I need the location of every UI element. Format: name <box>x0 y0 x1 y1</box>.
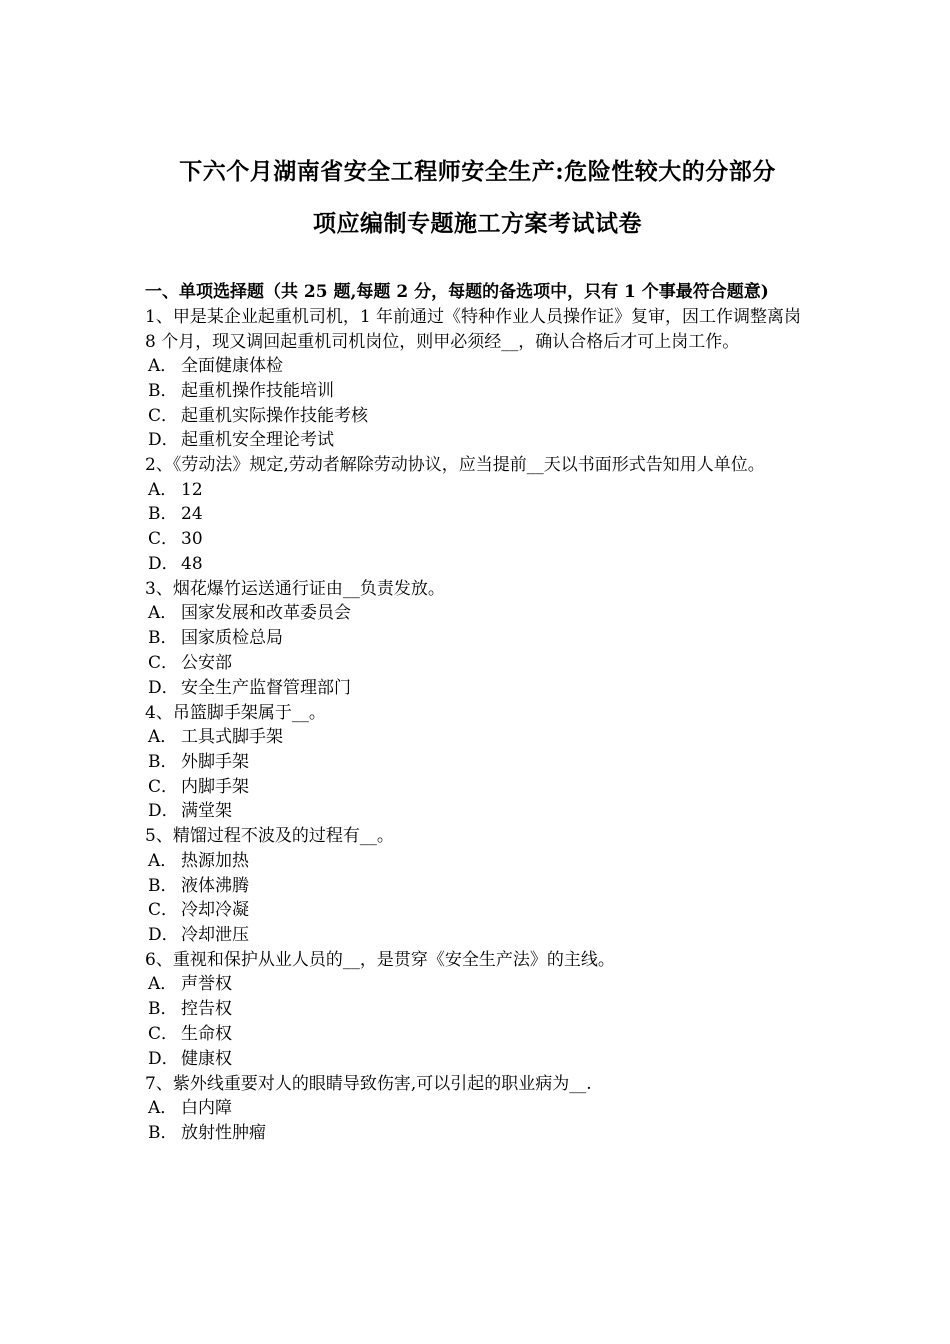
option-text: 声誉权 <box>181 974 232 995</box>
option-letter: A． <box>148 479 178 500</box>
option-letter: C． <box>148 900 179 921</box>
option-text: 起重机安全理论考试 <box>181 430 334 451</box>
option-letter: D． <box>148 1048 179 1069</box>
question-2-text: 2、《劳动法》规定,劳动者解除劳动协议，应当提前__天以书面形式告知用人单位。 <box>145 455 765 476</box>
option-letter: D． <box>148 925 179 946</box>
option-text: 30 <box>181 529 203 550</box>
option-text: 工具式脚手架 <box>181 727 283 748</box>
question-6-option <box>145 1022 810 1047</box>
option-letter: B． <box>148 628 178 649</box>
question-7-option <box>145 1096 810 1121</box>
document-title <box>145 146 810 250</box>
option-letter: B． <box>148 380 178 401</box>
question-4-option <box>145 750 810 775</box>
option-text: 控告权 <box>181 999 232 1020</box>
question-5-option <box>145 849 810 874</box>
option-text: 安全生产监督管理部门 <box>181 677 351 698</box>
question-list <box>145 305 810 1146</box>
section-heading: 一、单项选择题（共 25 题,每题 2 分，每题的备选项中，只有 1 个事最符合题意) <box>145 282 769 302</box>
option-letter: A． <box>148 974 178 995</box>
option-text: 放射性肿瘤 <box>181 1122 266 1143</box>
option-letter: D． <box>148 677 179 698</box>
option-letter: D． <box>148 430 179 451</box>
question-3-option <box>145 601 810 626</box>
option-letter: D． <box>148 554 179 575</box>
option-text: 外脚手架 <box>181 751 249 772</box>
question-6-option <box>145 997 810 1022</box>
option-text: 国家质检总局 <box>181 628 283 649</box>
option-letter: B． <box>148 1122 178 1143</box>
question-2-option <box>145 527 810 552</box>
option-letter: C． <box>148 776 179 797</box>
option-text: 公安部 <box>181 652 232 673</box>
question-3-option <box>145 676 810 701</box>
question-5-option <box>145 923 810 948</box>
option-letter: A． <box>148 1098 178 1119</box>
option-letter: C． <box>148 405 179 426</box>
document-page <box>145 146 810 1146</box>
question-1-option <box>145 404 810 429</box>
option-text: 起重机实际操作技能考核 <box>181 405 368 426</box>
question-1-option <box>145 354 810 379</box>
option-letter: A． <box>148 727 178 748</box>
option-text: 生命权 <box>181 1024 232 1045</box>
question-3-option <box>145 626 810 651</box>
option-text: 白内障 <box>181 1098 232 1119</box>
question-6-text: 6、重视和保护从业人员的__，是贯穿《安全生产法》的主线。 <box>145 949 615 970</box>
option-letter: B． <box>148 999 178 1020</box>
question-5-option <box>145 898 810 923</box>
option-letter: A． <box>148 850 178 871</box>
question-3-option <box>145 651 810 676</box>
option-letter: C． <box>148 652 179 673</box>
question-1-text: 1、甲是某企业起重机司机，1 年前通过《特种作业人员操作证》复审，因工作调整离岗 8 个月，现又调回起重机司机岗位，则甲必须经__，确认合格后才可上岗工作。 <box>145 307 802 352</box>
option-text: 内脚手架 <box>181 776 249 797</box>
option-text: 48 <box>181 554 203 575</box>
title-line-2: 项应编制专题施工方案考试试卷 <box>313 210 642 237</box>
question-4-option <box>145 725 810 750</box>
option-text: 全面健康体检 <box>181 356 283 376</box>
option-text: 24 <box>181 504 203 525</box>
option-letter: B． <box>148 751 178 772</box>
option-letter: B． <box>148 504 178 525</box>
option-text: 热源加热 <box>181 850 249 871</box>
option-text: 满堂架 <box>181 801 232 822</box>
question-2-option <box>145 478 810 503</box>
option-text: 健康权 <box>181 1048 232 1069</box>
question-4-option <box>145 775 810 800</box>
question-7-option <box>145 1121 810 1146</box>
question-2-option <box>145 502 810 527</box>
option-text: 起重机操作技能培训 <box>181 380 334 401</box>
question-7-text: 7、紫外线重要对人的眼睛导致伤害,可以引起的职业病为__. <box>145 1073 592 1094</box>
question-4-text: 4、吊篮脚手架属于__。 <box>145 702 326 723</box>
question-4-option <box>145 799 810 824</box>
question-6-option <box>145 1047 810 1072</box>
option-letter: C． <box>148 1024 179 1045</box>
option-letter: D． <box>148 801 179 822</box>
question-2-option <box>145 552 810 577</box>
question-3-text: 3、烟花爆竹运送通行证由__负责发放。 <box>145 578 445 599</box>
title-line-1: 下六个月湖南省安全工程师安全生产:危险性较大的分部分 <box>179 158 776 185</box>
question-5-text: 5、精馏过程不波及的过程有__。 <box>145 826 394 847</box>
question-1-option <box>145 379 810 404</box>
option-letter: A． <box>148 603 178 624</box>
question-6-option <box>145 972 810 997</box>
option-text: 冷却冷凝 <box>181 900 249 921</box>
option-text: 国家发展和改革委员会 <box>181 603 351 624</box>
option-text: 冷却泄压 <box>181 925 249 946</box>
option-text: 液体沸腾 <box>181 875 249 896</box>
question-1-option <box>145 428 810 453</box>
option-letter: A． <box>148 356 178 376</box>
question-5-option <box>145 874 810 899</box>
option-letter: B． <box>148 875 178 896</box>
option-letter: C． <box>148 529 179 550</box>
option-text: 12 <box>181 479 203 500</box>
